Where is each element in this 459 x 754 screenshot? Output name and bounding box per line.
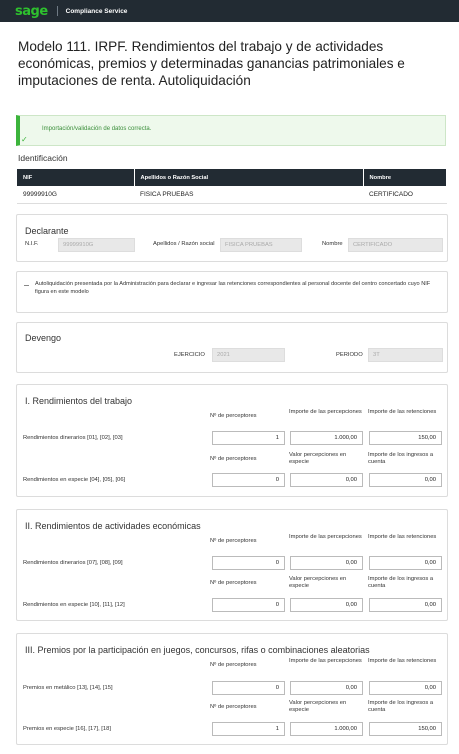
amount-input[interactable]: 0,00 (369, 556, 442, 570)
column-header: Valor percepciones en especie (289, 576, 347, 589)
apellidos-label: Apellidos / Razón social (153, 241, 215, 247)
column-header: Importe de los ingresos a cuenta (368, 700, 434, 713)
column-header: Importe de las retenciones (368, 409, 437, 415)
amount-input[interactable]: 150,00 (369, 722, 442, 736)
column-header: Valor percepciones en especie (289, 700, 347, 713)
declarante-title: Declarante (25, 226, 69, 236)
nif-label: N.I.F. (25, 241, 39, 247)
ejercicio-field[interactable]: 2021 (212, 348, 285, 362)
section-premios (16, 633, 448, 745)
section-rendimientos-trabajo (16, 384, 448, 497)
amount-input[interactable]: 150,00 (369, 431, 442, 445)
periodo-field[interactable]: 3T (368, 348, 443, 362)
column-header-nif: NIF (17, 169, 134, 186)
identificacion-table (17, 169, 447, 204)
sage-logo[interactable]: sage (15, 3, 48, 19)
identificacion-title: Identificación (18, 153, 68, 163)
column-header: Importe de las percepciones (289, 409, 362, 415)
amount-input[interactable]: 0 (212, 681, 285, 695)
column-header-nombre: Nombre (363, 169, 447, 186)
amount-input[interactable]: 0 (212, 598, 285, 612)
row-label: Premios en especie [16], [17], [18] (23, 726, 111, 732)
cell-apellidos: FISICA PRUEBAS (134, 186, 363, 203)
nombre-label: Nombre (322, 241, 343, 247)
row-label: Premios en metálico [13], [14], [15] (23, 685, 113, 691)
amount-input[interactable]: 1.000,00 (290, 722, 363, 736)
column-header: Nº de perceptores (210, 580, 257, 586)
product-name: Compliance Service (65, 7, 128, 15)
row-label: Rendimientos en especie [04], [05], [06] (23, 477, 126, 483)
amount-input[interactable]: 1.000,00 (290, 431, 363, 445)
alert-message: Importación/validación de datos correcta. (42, 126, 152, 132)
page-title: Modelo 111. IRPF. Rendimientos del trabajo y de actividades económicas, premios y determinadas ganancias patrimoniales e imputaciones de renta. Autoliquidación (18, 39, 405, 88)
amount-input[interactable]: 0,00 (290, 681, 363, 695)
declarante-card (16, 214, 448, 262)
amount-input[interactable]: 0,00 (290, 598, 363, 612)
column-header: Valor percepciones en especie (289, 452, 347, 465)
row-label: Rendimientos dinerarios [01], [02], [03] (23, 435, 123, 441)
column-header-apellidos: Apellidos o Razón Social (134, 169, 363, 186)
nif-field[interactable]: 99999910G (58, 238, 135, 252)
periodo-label: PERIODO (336, 352, 363, 358)
top-bar (0, 0, 459, 22)
column-header: Nº de perceptores (210, 662, 257, 668)
row-label: Rendimientos en especie [10], [11], [12] (23, 602, 125, 608)
column-header: Nº de perceptores (210, 456, 257, 462)
amount-input[interactable]: 0 (212, 556, 285, 570)
row-label: Rendimientos dinerarios [07], [08], [09] (23, 560, 123, 566)
cell-nombre: CERTIFICADO (363, 186, 447, 203)
apellidos-field[interactable]: FISICA PRUEBAS (220, 238, 302, 252)
amount-input[interactable]: 1 (212, 722, 285, 736)
autoliquidacion-card (16, 271, 448, 313)
column-header: Nº de perceptores (210, 704, 257, 710)
column-header: Nº de perceptores (210, 413, 257, 419)
amount-input[interactable]: 0,00 (369, 598, 442, 612)
amount-input[interactable]: 0,00 (290, 473, 363, 487)
column-header: Importe de las retenciones (368, 534, 437, 540)
success-alert (16, 115, 446, 146)
autoliquidacion-checkbox[interactable] (24, 285, 29, 286)
amount-input[interactable]: 1 (212, 431, 285, 445)
devengo-card (16, 322, 448, 373)
section-title: III. Premios por la participación en juegos, concursos, rifas o combinaciones aleatorias (25, 645, 370, 655)
column-header: Nº de perceptores (210, 538, 257, 544)
column-header: Importe de las retenciones (368, 658, 437, 664)
header-divider (57, 6, 58, 16)
table-row[interactable] (17, 186, 447, 203)
nombre-field[interactable]: CERTIFICADO (348, 238, 443, 252)
ejercicio-label: EJERCICIO (174, 352, 205, 358)
column-header: Importe de los ingresos a cuenta (368, 452, 434, 465)
amount-input[interactable]: 0 (212, 473, 285, 487)
check-icon: ✓ (21, 135, 28, 144)
section-actividades-economicas (16, 509, 448, 621)
autoliquidacion-label: Autoliquidación presentada por la Administración para declarar e ingresar las retenciones correspondientes al personal docente del centro concertado cuyo NIF figura en este modelo (35, 281, 431, 295)
column-header: Importe de las percepciones (289, 534, 362, 540)
section-title: II. Rendimientos de actividades económicas (25, 521, 201, 531)
amount-input[interactable]: 0,00 (290, 556, 363, 570)
amount-input[interactable]: 0,00 (369, 681, 442, 695)
column-header: Importe de los ingresos a cuenta (368, 576, 434, 589)
amount-input[interactable]: 0,00 (369, 473, 442, 487)
cell-nif: 99999910G (17, 186, 134, 203)
column-header: Importe de las percepciones (289, 658, 362, 664)
section-title: I. Rendimientos del trabajo (25, 396, 133, 406)
devengo-title: Devengo (25, 333, 62, 343)
